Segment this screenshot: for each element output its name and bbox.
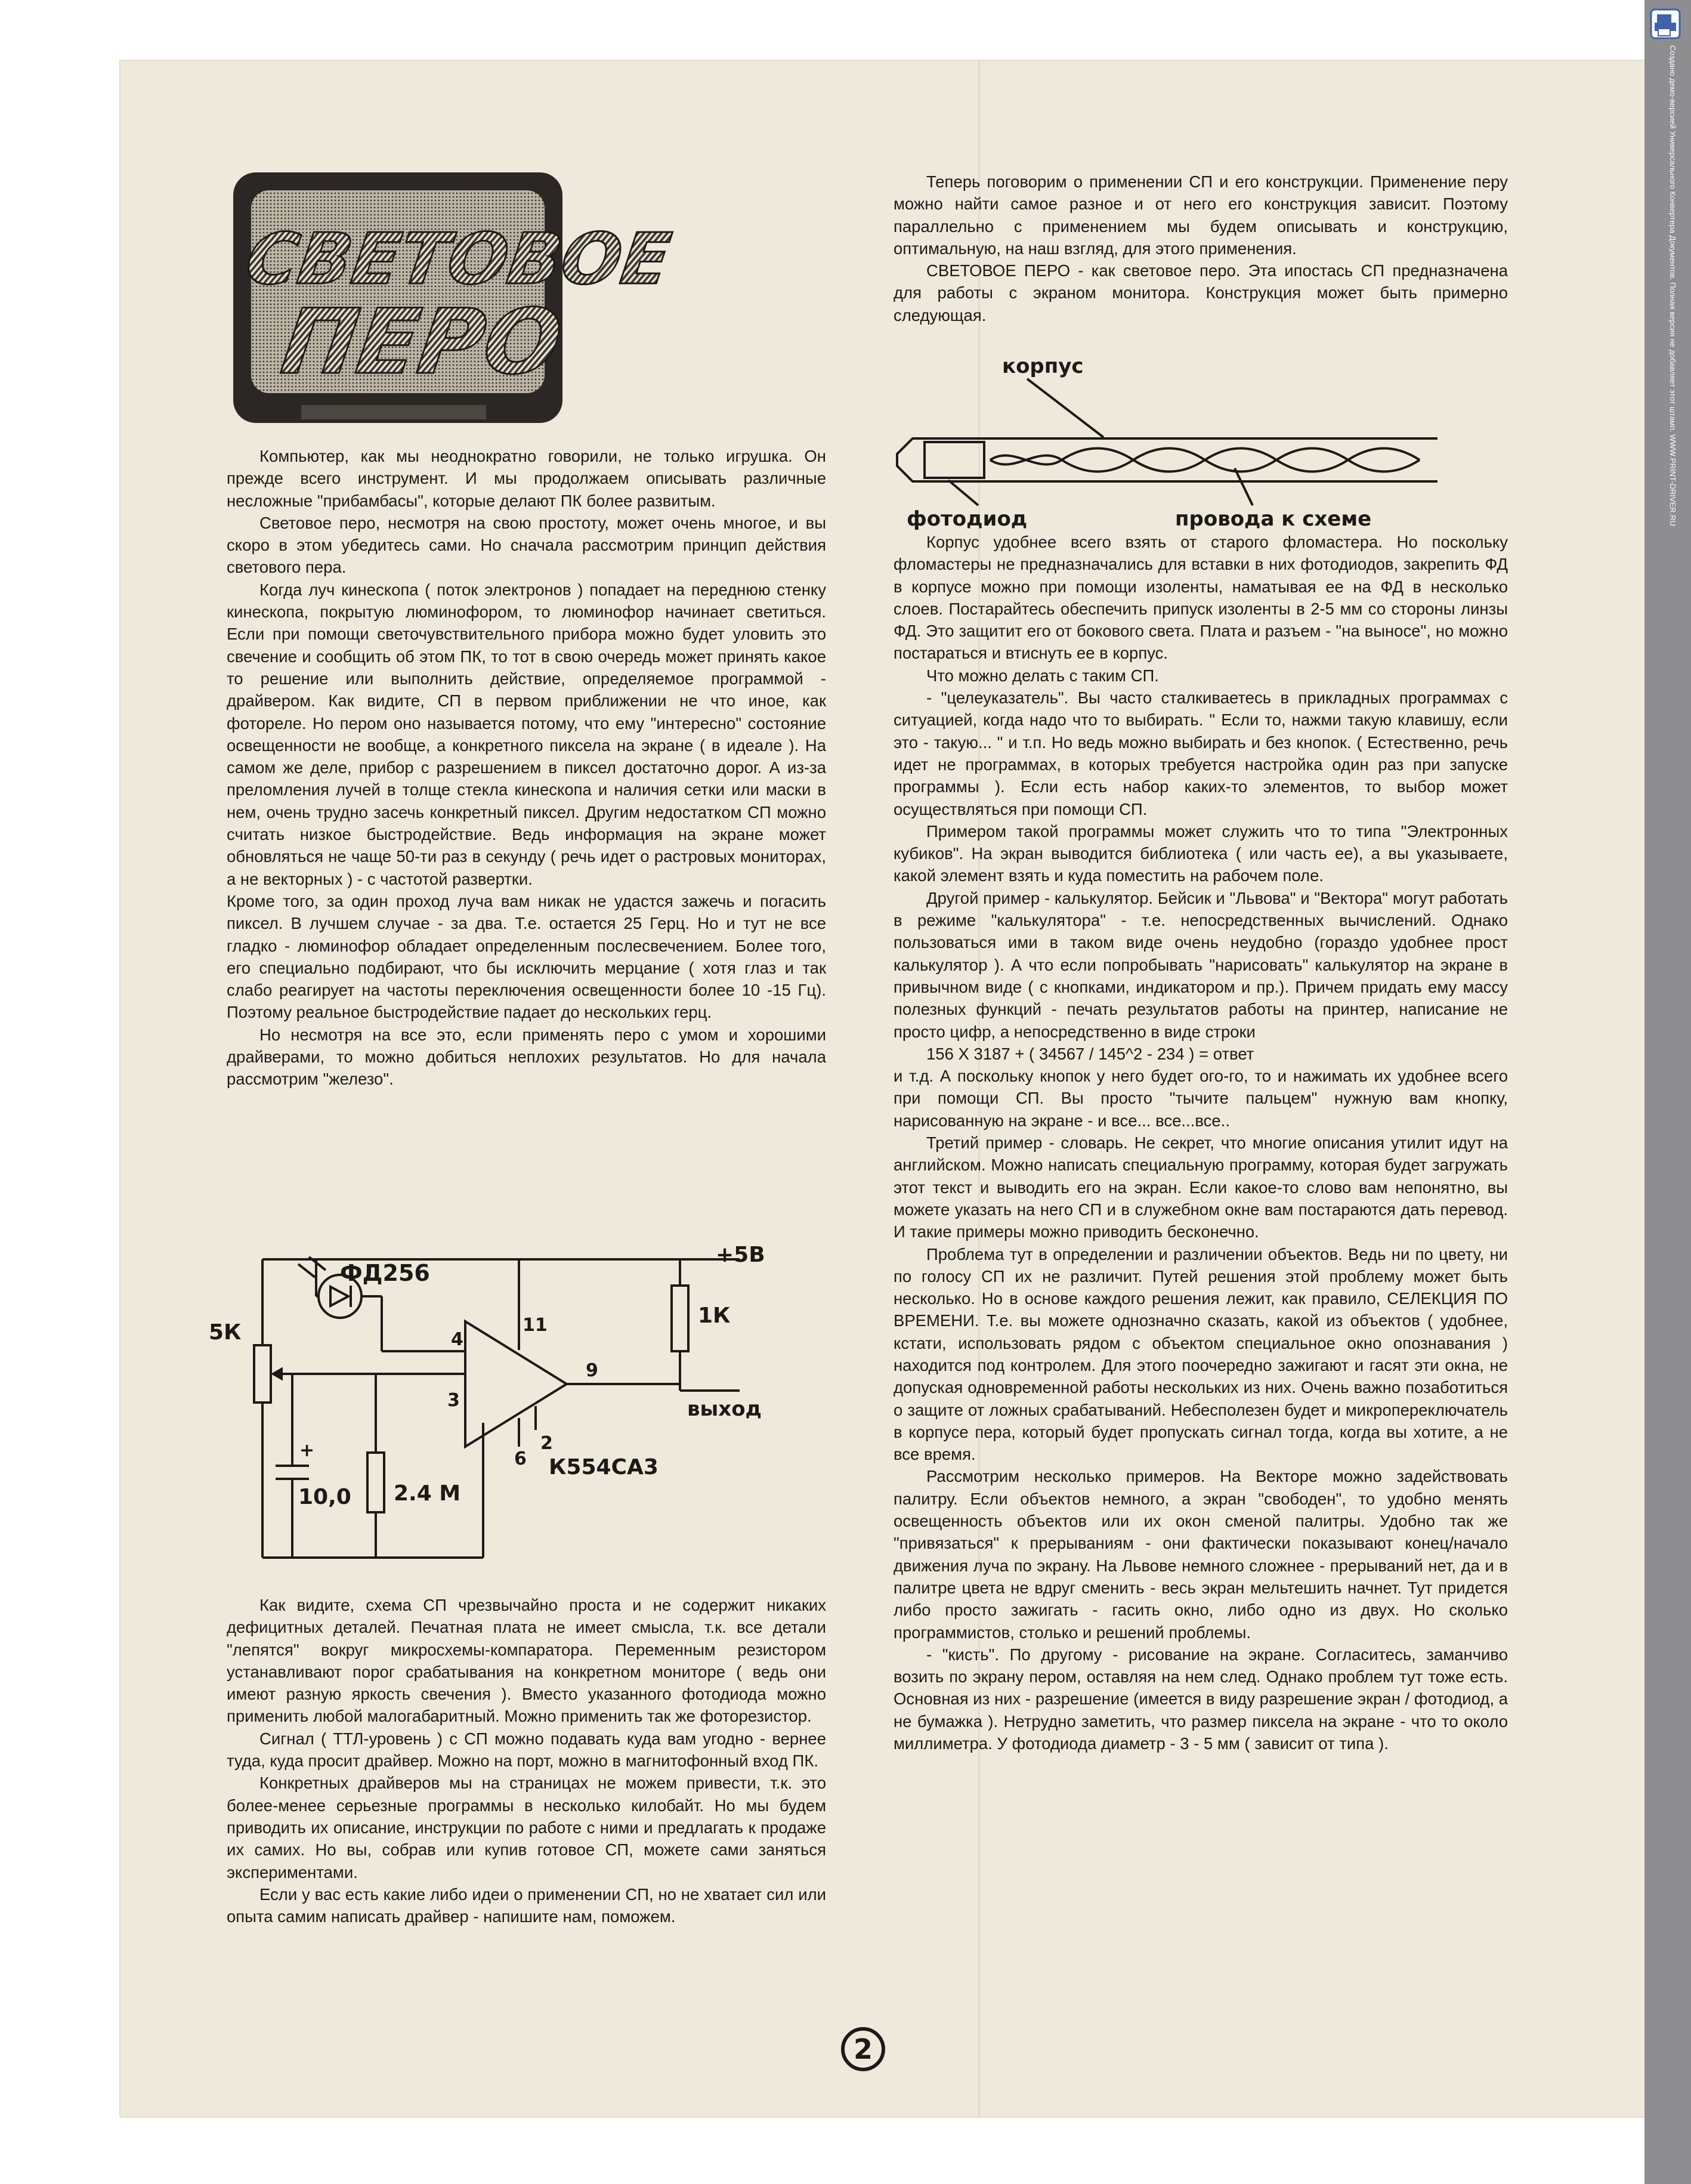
resistor-2m4-label: 2.4 М xyxy=(394,1481,461,1506)
pin-label: 4 xyxy=(451,1329,463,1350)
paragraph: - "целеуказатель". Вы часто сталкиваетесь в прикладных программах с ситуацией, когда надо что то выбирать. " Если то, нажми такую клавишу, если это - такую... " и т.п. Но ведь можно выбирать и без кнопок. ( Естественно, речь идет не программах, в которых требуется настройка один раз при запуске программы ). Если есть набор каких-то элементов, то выбор может осуществляться при помощи СП. xyxy=(894,688,1508,818)
output-label: выход xyxy=(687,1397,762,1421)
photodiode-label: ФД256 xyxy=(340,1260,430,1286)
left-column-bottom xyxy=(227,1594,826,1927)
circuit-schematic xyxy=(203,1243,817,1596)
right-column-top xyxy=(894,171,1508,326)
paragraph: Теперь поговорим о применении СП и его конструкции. Применение перу можно найти самое разное и от него его конструкция зависит. Поэтому параллельно с применением мы будем описывать и конструкцию, оптимальную, на наш взгляд, для этого применения. xyxy=(894,172,1508,258)
paragraph: Как видите, схема СП чрезвычайно проста и не содержит никаких дефицитных деталей. Печатная плата не имеет смысла, т.к. все детали "лепятся" вокруг микросхемы-компаратора. Переменным резистором устанавливают порог срабатывания на конкретном мониторе ( ведь они имеют разную яркость свечения ). Вместо указанного фотодиода можно применить любой малогабаритный. Можно применить так же фоторезистор. xyxy=(227,1596,826,1726)
left-column-top xyxy=(227,445,826,1091)
resistor-1k-label: 1К xyxy=(698,1303,731,1328)
capacitor-label: 10,0 xyxy=(298,1485,351,1509)
paragraph: Рассмотрим несколько примеров. На Векторе можно задействовать палитру. Если объектов немного, а экран "свободен", то удобно менять освещенность объектов или их окон сменой палитры. Удобно так же "привязаться" к прерываниям - они фактически показывают конец/начало движения луча по экрану. На Львове немного сложнее - прерываний нет, да и в палитре цвета не вдруг сменить - весь экран мельтешить начнет. Тут придется либо просто зажигать - гасить окно, либо одно из двух. Но сколько программистов, столько и решений проблемы. xyxy=(894,1467,1508,1642)
page-number-badge xyxy=(839,2025,887,2073)
pen-photodiode-label: фотодиод xyxy=(907,507,1028,531)
pin-label: 11 xyxy=(523,1315,548,1336)
cap-plus-label: + xyxy=(299,1440,315,1461)
paragraph: Сигнал ( ТТЛ-уровень ) с СП можно подавать куда вам угодно - вернее туда, куда просит драйвер. Можно на порт, можно в магнитофонный вход ПК. xyxy=(227,1729,826,1771)
pin-label: 3 xyxy=(447,1390,460,1411)
paragraph: Другой пример - калькулятор. Бейсик и "Львова" и "Вектора" могут работать в режиме "калькулятора" - т.е. непосредственных вычислений. Однако пользоваться ими в таком виде очень неудобно (гораздо удобнее прост калькулятор ). А что если попробывать "нарисовать" калькулятор на экране в привычном виде ( с кнопками, индикатором и пр.). Причем придать ему массу полезных функций - печать результатов работы на принтер, написание не просто цифр, а непосредственно в виде строки xyxy=(894,888,1508,1041)
paragraph: - "кисть". По другому - рисование на экране. Согласитесь, заманчиво возить по экрану пером, оставляя на нем след. Однако проблем тут тоже есть. Основная из них - разрешение (имеется в виду разрешение экран / фотодиод, а не бумажка ). Нетрудно заметить, что размер пиксела на экране - что то около миллиметра. У фотодиода диаметр - 3 - 5 мм ( зависит от типа ). xyxy=(894,1645,1508,1753)
paragraph: Но несмотря на все это, если применять перо с умом и хорошими драйверами, то можно добиться неплохих результатов. Но для начала рассмотрим "железо". xyxy=(227,1025,826,1089)
pen-wires-label: провода к схеме xyxy=(1175,507,1372,531)
page-number: 2 xyxy=(853,2033,873,2065)
pin-label: 9 xyxy=(586,1360,598,1381)
pin-label: 6 xyxy=(514,1448,527,1469)
paragraph: Компьютер, как мы неоднократно говорили, не только игрушка. Он прежде всего инструмент. И мы продолжаем описывать различные несложные "прибамбасы", которые делают ПК более развитым. xyxy=(227,447,826,510)
paragraph: Кроме того, за один проход луча вам никак не удастся зажечь и погасить пиксел. В лучшем случае - за два. Т.е. остается 25 Герц. Но и тут не все гладко - люминофор обладает определенным послесвечением. Более того, его специально подбирают, что бы исключить мерцание ( хотя глаз и так слабо реагирует на частоты переключения освещенности более 10 -15 Гц). Поэтому реальное быстродействие падает до нескольких герц. xyxy=(227,891,826,1022)
watermark-text: Создано демо-версией Универсального Конвертера Документов. Полная версия не добавляет этот штамп. WWW.PRINT-DRIVER.RU xyxy=(1668,45,1677,526)
title-artwork xyxy=(230,170,676,433)
pot-label: 5К xyxy=(209,1320,242,1345)
paragraph: Корпус удобнее всего взять от старого фломастера. Но поскольку фломастеры не предназначались для вставки в них фотодиодов, закрепить ФД в корпусе можно при помощи изоленты, наматывая ее на ФД в несколько слоев. Постарайтесь обеспечить припуск изоленты в 2-5 мм со стороны линзы ФД. Это защитит его от бокового света. Плата и разъем - "на выносе", но можно постараться и втиснуть ее в корпус. xyxy=(894,533,1508,663)
paragraph: Световое перо, несмотря на свою простоту, может очень многое, и вы скоро в этом убедитесь сами. Но сначала рассмотрим принцип действия светового пера. xyxy=(227,513,826,577)
paragraph: Примером такой программы может служить что то типа "Электронных кубиков". На экран выводится библиотека ( или часть ее), а вы указываете, какой элемент взять и куда поместить на рабочем поле. xyxy=(894,821,1508,885)
formula-line: 156 X 3187 + ( 34567 / 145^2 - 234 ) = ответ xyxy=(926,1044,1254,1063)
printer-logo-icon xyxy=(1650,8,1681,39)
pen-construction-figure xyxy=(889,349,1449,531)
chip-label: К554СА3 xyxy=(549,1455,659,1479)
title-line2: ПЕРО xyxy=(276,289,568,394)
right-column-bottom xyxy=(894,531,1508,1754)
paragraph: СВЕТОВОЕ ПЕРО - как световое перо. Эта ипостась СП предназначена для работы с экраном монитора. Конструкция может быть примерно следующая. xyxy=(894,261,1508,325)
paragraph: Если у вас есть какие либо идеи о применении СП, но не хватает сил или опыта самим написать драйвер - напишите нам, поможем. xyxy=(227,1885,826,1926)
pen-body-label: корпус xyxy=(1002,354,1084,378)
paragraph: Что можно делать с таким СП. xyxy=(926,666,1159,685)
paragraph: Когда луч кинескопа ( поток электронов ) попадает на переднюю стенку кинескопа, покрытую люминофором, то люминофор начинает светиться. Если при помощи светочувствительного прибора можно будет уловить это свечение и сообщить об этом ПК, то тот в свою очередь может принять какое то решение или выполнить действие, определяемое программой - драйвером. Как видите, СП в первом приближении не что иное, как фотореле. Но пером оно называется потому, что ему "интересно" состояние освещенности не вообще, а конкретного пиксела на экране ( в идеале ). На самом же деле, прибор с разрешением в пиксел достаточно дорог. А из-за преломления лучей в толще стекла кинескопа и наличия сетки или маски в нем, очень трудно засечь конкретный пиксел. Другим недостатком СП можно считать низкое быстродействие. Ведь информация на экране может обновляться не чаще 50-ти раз в секунду ( речь идет о растровых мониторах, а не векторных ) - с частотой развертки. xyxy=(227,580,826,888)
pin-label: 2 xyxy=(540,1433,553,1454)
paragraph: Конкретных драйверов мы на страницах не можем привести, т.к. это более-менее серьезные программы в несколько килобайт. Но мы будем приводить их описание, инструкции по работе с ними и предлагать к продаже их самих. Но вы, собрав или купив готовое СП, можете сами заняться экспериментами. xyxy=(227,1774,826,1882)
paragraph: Проблема тут в определении и различении объектов. Ведь ни по цвету, ни по голосу СП их не различит. Путей решения этой проблему может быть несколько. Но в основе каждого решения лежит, как правило, СЕЛЕКЦИЯ ПО ВРЕМЕНИ. Т.е. вы можете однозначно сказать, какой из объектов ( удобнее, кстати, использовать рядом с объектом специальное окно опознавания ) находится под контролем. Для этого поочередно зажигают и гасят эти окна, не допуская одновременной работы нескольких из них. Очень важно позаботиться о защите от ложных срабатываний. Небесполезен будет и микропереключатель в корпусе пера, который будет пропускать сигнал тогда, когда вы хотите, а не все время. xyxy=(894,1244,1508,1464)
paragraph: и т.д. А поскольку кнопок у него будет ого-го, то и нажимать их удобнее всего при помощи СП. Вы просто "тычите пальцем" нужную вам кнопку, нарисованную на экране - и все... все...все.. xyxy=(894,1067,1508,1130)
paragraph: Третий пример - словарь. Не секрет, что многие описания утилит идут на английском. Можно написать специальную программу, которая будет загружать этот текст и выводить его на экран. Если какое-то слово вам непонятно, вы можете указать на него СП и в служебном окне вам постараются дать перевод. И такие примеры можно приводить бесконечно. xyxy=(894,1133,1508,1241)
supply-label: +5В xyxy=(716,1243,765,1267)
title-line1: СВЕТОВОЕ xyxy=(241,218,676,300)
